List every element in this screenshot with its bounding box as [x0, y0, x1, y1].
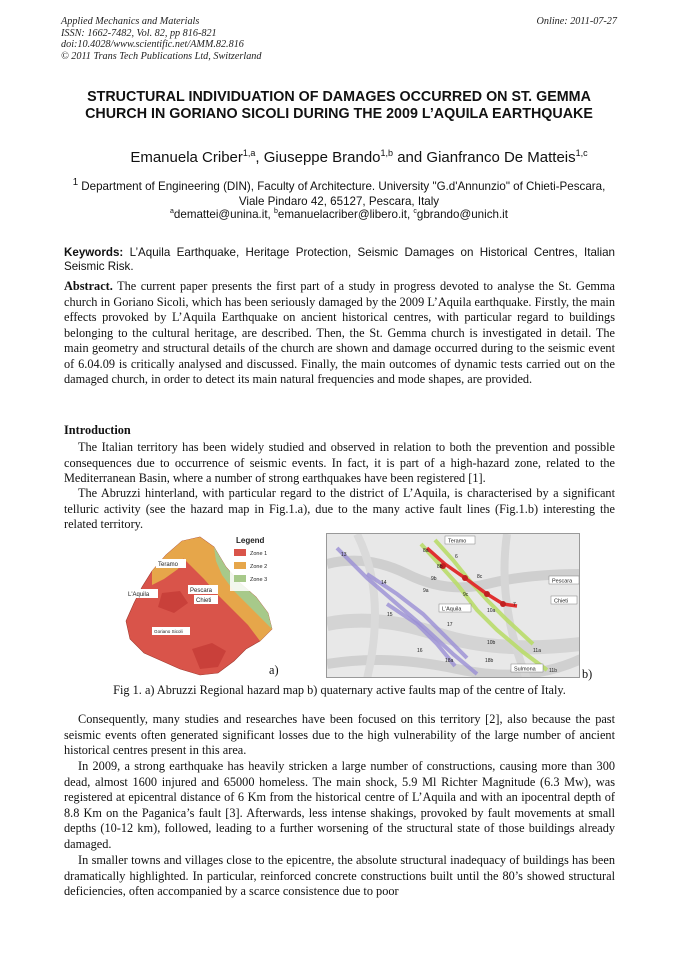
legend-swatch — [234, 562, 246, 569]
paragraph-text: In smaller towns and villages close to the epicentre, the absolute structural inadequacy of buildings has been dramatically highlighted. In particular, reinforced concrete constructions built until the 80’s showed structural deficiencies, often accompanied by a scarce consistence due to poor — [64, 853, 615, 898]
map-place-label: Teramo — [158, 562, 179, 568]
paragraph — [64, 853, 615, 900]
fault-id: 7 — [513, 602, 516, 608]
author-name: Giuseppe Brando — [263, 149, 381, 166]
fault-id: 9b — [431, 576, 437, 582]
fault-id: 18a — [445, 658, 454, 664]
online-date: Online: 2011-07-27 — [536, 16, 617, 27]
map-place-label: Teramo — [448, 538, 467, 545]
author-sep: , — [255, 149, 264, 166]
map-place-label: L'Aquila — [442, 606, 462, 613]
author-sup: 1,a — [242, 148, 256, 158]
fault-id: 8a — [423, 548, 429, 554]
abstract-label: Abstract. — [64, 279, 113, 293]
journal-name: Applied Mechanics and Materials — [61, 16, 200, 27]
fault-map-figure — [326, 533, 580, 678]
figure-caption: Fig 1. a) Abruzzi Regional hazard map b) quaternary active faults map of the centre of Italy. — [113, 683, 566, 697]
author-list — [64, 148, 614, 166]
fault-id: 18b — [485, 658, 494, 664]
fault-id: 17 — [447, 622, 453, 628]
map-place-label: Pescara — [190, 588, 213, 594]
email-link[interactable]: demattei@unina.it, — [173, 208, 274, 221]
legend-label: Zone 1 — [250, 551, 268, 557]
paragraph — [64, 759, 615, 852]
figure-a-label: a) — [269, 663, 279, 677]
fault-id: 13 — [341, 552, 347, 558]
email-link[interactable]: gbrando@unich.it — [416, 208, 508, 221]
fault-id: 8b — [437, 564, 443, 570]
legend-label: Zone 2 — [250, 564, 268, 570]
journal-issn: ISSN: 1662-7482, Vol. 82, pp 816-821 — [61, 27, 217, 39]
email-list — [64, 208, 614, 221]
map-place-label: Chieti — [554, 598, 569, 605]
email-link[interactable]: emanuelacriber@libero.it, — [277, 208, 414, 221]
paragraph-text: Consequently, many studies and researches have been focused on this territory [2], also because the past seismic events often generated significant losses due to the high vulnerability of the large number of ancient historical centres present in this area. — [64, 712, 615, 757]
paragraph-text: The Italian territory has been widely studied and observed in relation to both the prevention and possible consequences due to occurrence of seismic events. In fact, it is part of a high-hazard zone, related to the Mediterranean Basin, where a number of strong earthquakes have been registered [1]. — [64, 440, 615, 485]
author-sup: 1,c — [575, 148, 588, 158]
map-place-label: Sulmona — [514, 666, 536, 673]
paragraph-text: The Abruzzi hinterland, with particular regard to the district of L’Aquila, is characterised by a significant telluric activity (see the hazard map in Fig.1.a), due to the many active fault lines (Fig.1.b) interesting the related territory. — [64, 486, 615, 531]
fault-id: 10a — [487, 608, 496, 614]
legend-swatch — [234, 549, 246, 556]
figure-b-label: b) — [582, 667, 593, 681]
abstract-text: The current paper presents the first part of a study in progress devoted to analyse the St. Gemma church in Goriano Sicoli, which has been seriously damaged by the 2009 L’Aquila earthquake. Firstly, the main effects provoked by L’Aquila Earthquake on ancient historical centres, with particular regard to buildings belonging to the cultural heritage, are described. Then, the St. Gemma church is investigated in detail. The main geometry and structural details of the church are shown and damage occurred during to the seismic event of 6.04.09 is critically analysed and discussed. Finally, the main outcomes of dynamic tests carried out on the damaged church, in order to detect its main natural frequencies and mode shapes, are provided. — [64, 279, 615, 386]
author-name: Emanuela Criber — [130, 149, 243, 166]
author-sup: 1,b — [380, 148, 394, 158]
fault-id: 15 — [387, 612, 393, 618]
abstract — [64, 279, 615, 388]
section-heading-introduction: Introduction — [64, 423, 131, 437]
legend-title: Legend — [236, 536, 265, 545]
journal-doi: doi:10.4028/www.scientific.net/AMM.82.816 — [61, 39, 244, 51]
map-place-label: Goriano Sicoli — [154, 629, 183, 634]
fault-id: 11b — [549, 668, 557, 674]
email-sup: a — [170, 208, 174, 216]
hazard-map-image — [122, 533, 282, 678]
fault-map-image — [327, 534, 580, 678]
legend-swatch — [234, 575, 246, 582]
journal-copyright: © 2011 Trans Tech Publications Ltd, Switzerland — [61, 50, 262, 62]
fault-id: 9c — [463, 592, 469, 598]
keywords — [64, 246, 615, 274]
paragraph — [64, 712, 615, 759]
affiliation — [64, 175, 614, 209]
fault-id: 8c — [477, 574, 483, 580]
fault-id: 16 — [417, 648, 423, 654]
paragraph-text: In 2009, a strong earthquake has heavily stricken a large number of constructions, causing more than 300 dead, almost 1600 injured and 65000 homeless. The main shock, 5.9 Ml Richter Magnitude (6.3 Mw), was registered at epicentral distance of 6 Km from the historical centre of L’Aquila and with an ipocentral depth of 8.8 Km on the Paganica’s fault [3]. Afterwards, less intense shakings, provoked by fault movements at small depths (10-12 km), followed, leading to a further worsening of the structural state of those buildings already damaged. — [64, 759, 615, 851]
fault-id: 11a — [533, 648, 541, 654]
fault-id: 6 — [455, 554, 458, 560]
paper-title: STRUCTURAL INDIVIDUATION OF DAMAGES OCCURRED ON ST. GEMMA CHURCH IN GORIANO SICOLI DURING THE 2009 L’AQUILA EARTHQUAKE — [85, 89, 593, 122]
legend-label: Zone 3 — [250, 577, 268, 583]
fault-id: 14 — [381, 580, 387, 586]
hazard-map-figure — [122, 533, 282, 678]
author-name: Gianfranco De Matteis — [426, 149, 576, 166]
email-sup: b — [274, 208, 278, 216]
author-sep: and — [393, 149, 427, 166]
journal-header — [61, 16, 617, 62]
paragraph — [64, 486, 615, 533]
affiliation-text: Department of Engineering (DIN), Faculty of Architecture. University "G.d'Annunzio" of Chieti-Pescara, Viale Pindaro 42, 65127, Pescara, Italy — [78, 179, 606, 208]
email-sup: c — [413, 208, 417, 216]
keywords-label: Keywords: — [64, 246, 124, 259]
keywords-text: L’Aquila Earthquake, Heritage Protection, Seismic Damages on Historical Centres, Italian Seismic Risk. — [64, 246, 615, 273]
affiliation-sup: 1 — [72, 177, 79, 188]
paragraph — [64, 440, 615, 487]
map-place-label: L'Aquila — [128, 592, 150, 598]
map-place-label: Chieti — [196, 598, 212, 604]
fault-id: 10b — [487, 640, 496, 646]
map-place-label: Pescara — [552, 578, 573, 585]
fault-id: 9a — [423, 588, 429, 594]
